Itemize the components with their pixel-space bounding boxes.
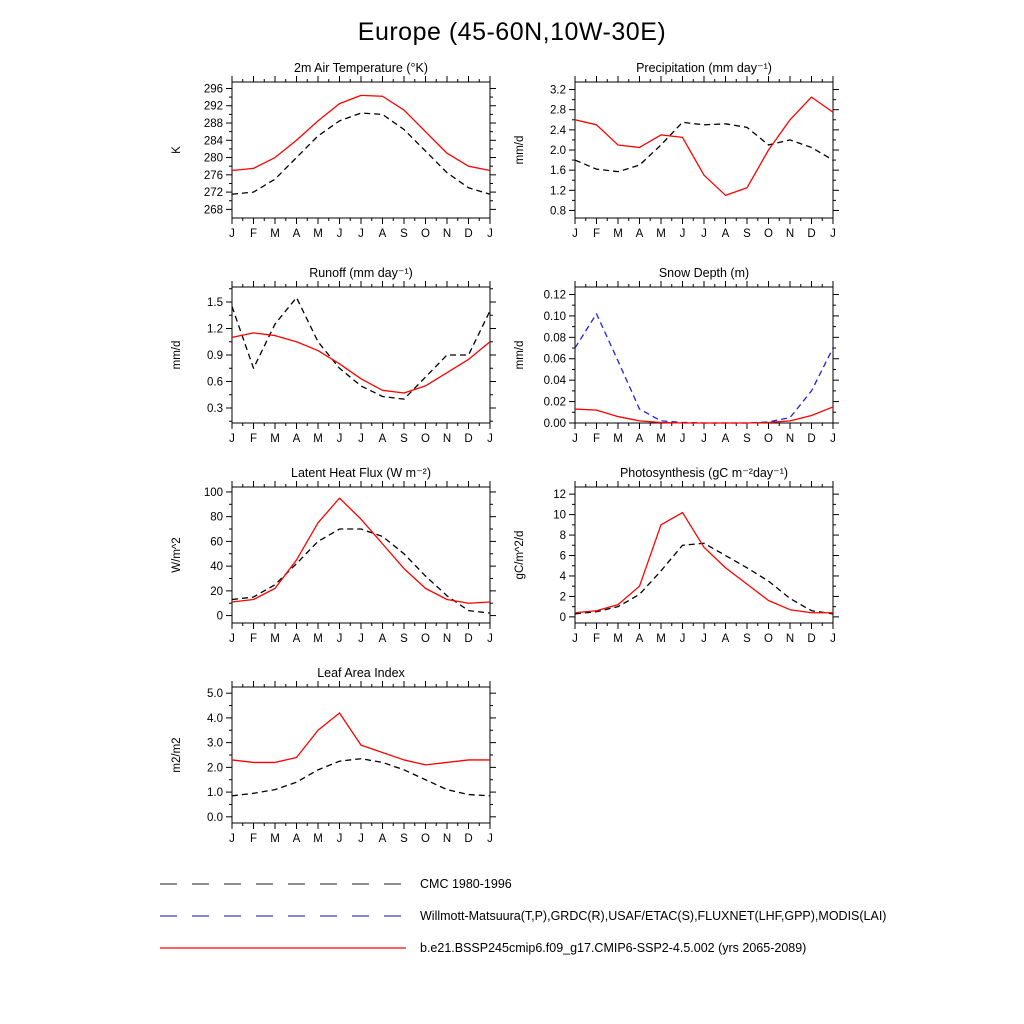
svg-text:0.00: 0.00 [543, 418, 566, 430]
svg-text:J: J [679, 228, 686, 240]
svg-text:100: 100 [203, 486, 223, 499]
series-line [232, 298, 490, 400]
svg-text:F: F [249, 433, 258, 445]
svg-text:D: D [807, 228, 816, 240]
svg-text:2.0: 2.0 [207, 762, 223, 775]
svg-text:A: A [378, 833, 387, 845]
svg-text:O: O [421, 833, 430, 845]
svg-text:A: A [292, 833, 301, 845]
svg-text:0.04: 0.04 [543, 375, 566, 388]
series-line [232, 113, 490, 194]
svg-text:284: 284 [203, 135, 223, 148]
svg-text:1.5: 1.5 [207, 297, 223, 310]
svg-text:F: F [249, 833, 258, 845]
chart-panel-6 [154, 663, 506, 861]
svg-text:A: A [292, 433, 301, 445]
svg-text:A: A [721, 633, 730, 645]
series-line [575, 543, 833, 614]
chart-panel-3 [497, 263, 849, 461]
svg-text:O: O [764, 633, 773, 645]
svg-text:J: J [830, 228, 836, 240]
svg-text:Precipitation (mm day⁻¹): Precipitation (mm day⁻¹) [636, 61, 772, 75]
svg-text:J: J [487, 833, 493, 845]
svg-text:N: N [785, 633, 795, 645]
legend-item-2 [158, 940, 886, 955]
svg-text:A: A [721, 433, 730, 445]
svg-text:0.9: 0.9 [207, 350, 223, 362]
svg-text:M: M [656, 633, 666, 645]
svg-text:296: 296 [203, 83, 223, 96]
svg-text:J: J [336, 228, 343, 240]
series-line [232, 333, 490, 393]
series-line [575, 407, 833, 423]
svg-text:0.0: 0.0 [207, 811, 223, 824]
chart-canvas [497, 263, 849, 461]
svg-text:mm/d: mm/d [514, 135, 526, 165]
svg-text:D: D [464, 833, 473, 845]
svg-text:N: N [442, 633, 452, 645]
svg-text:O: O [764, 228, 773, 240]
svg-text:J: J [572, 433, 578, 445]
svg-text:276: 276 [203, 169, 223, 182]
svg-text:Photosynthesis (gC m⁻²day⁻¹): Photosynthesis (gC m⁻²day⁻¹) [619, 466, 789, 480]
series-line [232, 759, 490, 796]
svg-text:F: F [592, 228, 601, 240]
svg-text:A: A [292, 228, 301, 240]
svg-text:268: 268 [203, 204, 223, 217]
svg-text:J: J [336, 433, 343, 445]
svg-text:20: 20 [210, 585, 223, 598]
svg-text:4: 4 [559, 570, 566, 583]
svg-text:M: M [270, 633, 280, 645]
svg-text:Runoff (mm day⁻¹): Runoff (mm day⁻¹) [309, 266, 413, 280]
legend-item-1 [158, 908, 886, 923]
svg-text:O: O [764, 433, 773, 445]
svg-text:J: J [572, 228, 578, 240]
svg-text:10: 10 [553, 509, 566, 522]
svg-text:S: S [743, 228, 751, 240]
svg-text:1.2: 1.2 [550, 185, 566, 198]
svg-text:5.0: 5.0 [207, 688, 223, 701]
chart-canvas [154, 263, 506, 461]
svg-text:D: D [807, 633, 816, 645]
svg-text:Leaf Area Index: Leaf Area Index [317, 666, 405, 680]
chart-canvas [154, 663, 506, 861]
svg-text:J: J [487, 633, 493, 645]
svg-text:J: J [358, 228, 364, 240]
svg-text:0.02: 0.02 [543, 396, 566, 409]
chart-canvas [497, 58, 849, 256]
svg-text:mm/d: mm/d [514, 340, 526, 370]
svg-text:1.2: 1.2 [207, 323, 223, 336]
legend-label: Willmott-Matsuura(T,P),GRDC(R),USAF/ETAC(S),FLUXNET(LHF,GPP),MODIS(LAI) [420, 908, 887, 923]
svg-text:S: S [400, 833, 408, 845]
svg-text:60: 60 [210, 536, 223, 549]
svg-text:J: J [358, 633, 364, 645]
svg-text:J: J [336, 833, 343, 845]
svg-text:J: J [358, 433, 364, 445]
svg-text:N: N [442, 228, 452, 240]
figure-title: Europe (45-60N,10W-30E) [357, 18, 667, 46]
svg-text:J: J [679, 433, 686, 445]
svg-text:D: D [464, 633, 473, 645]
svg-text:J: J [358, 833, 364, 845]
svg-text:A: A [721, 228, 730, 240]
legend-line-sample [158, 877, 408, 891]
svg-text:0.8: 0.8 [550, 205, 566, 218]
svg-text:M: M [313, 228, 323, 240]
chart-canvas [154, 58, 506, 256]
svg-text:272: 272 [203, 187, 223, 200]
svg-text:M: M [656, 433, 666, 445]
svg-text:J: J [336, 633, 343, 645]
svg-text:Snow Depth (m): Snow Depth (m) [658, 266, 750, 280]
svg-text:6: 6 [559, 550, 566, 563]
svg-text:0.08: 0.08 [543, 332, 566, 345]
svg-text:4.0: 4.0 [207, 712, 223, 725]
svg-text:2.0: 2.0 [550, 145, 566, 157]
svg-text:D: D [464, 228, 473, 240]
svg-text:280: 280 [203, 152, 223, 165]
legend-label: CMC 1980-1996 [420, 876, 512, 891]
svg-text:F: F [592, 433, 601, 445]
svg-text:292: 292 [203, 100, 223, 113]
chart-panel-5 [497, 463, 849, 661]
svg-text:1.6: 1.6 [550, 165, 566, 178]
svg-text:J: J [229, 228, 235, 240]
svg-text:J: J [487, 433, 493, 445]
chart-canvas [154, 463, 506, 661]
legend [158, 876, 886, 972]
svg-text:gC/m^2/d: gC/m^2/d [514, 530, 526, 580]
svg-text:A: A [292, 633, 301, 645]
svg-text:F: F [249, 228, 258, 240]
svg-text:Latent Heat Flux (W m⁻²): Latent Heat Flux (W m⁻²) [291, 466, 431, 480]
svg-text:3.2: 3.2 [550, 84, 566, 97]
svg-text:2m Air Temperature (°K): 2m Air Temperature (°K) [294, 61, 428, 75]
series-line [575, 122, 833, 171]
svg-text:S: S [400, 433, 408, 445]
svg-text:J: J [229, 633, 235, 645]
svg-text:0.10: 0.10 [543, 310, 566, 323]
legend-label: b.e21.BSSP245cmip6.f09_g17.CMIP6-SSP2-4.5.002 (yrs 2065-2089) [420, 940, 807, 955]
svg-text:D: D [464, 433, 473, 445]
svg-text:2.4: 2.4 [550, 124, 566, 137]
svg-text:K: K [171, 146, 183, 154]
svg-text:0.12: 0.12 [543, 289, 566, 302]
series-line [232, 713, 490, 765]
chart-canvas [497, 463, 849, 661]
svg-text:0.3: 0.3 [207, 402, 223, 415]
svg-text:8: 8 [559, 530, 566, 543]
svg-text:W/m^2: W/m^2 [171, 537, 183, 573]
svg-text:0: 0 [559, 611, 566, 624]
svg-text:80: 80 [210, 511, 223, 524]
svg-text:M: M [270, 833, 280, 845]
legend-line-sample [158, 909, 408, 923]
svg-text:A: A [378, 228, 387, 240]
series-line [575, 513, 833, 613]
legend-item-0 [158, 876, 886, 891]
svg-text:0.6: 0.6 [207, 376, 223, 389]
svg-text:mm/d: mm/d [171, 340, 183, 370]
svg-text:J: J [572, 633, 578, 645]
svg-text:2.8: 2.8 [550, 104, 566, 117]
svg-text:N: N [442, 833, 452, 845]
svg-text:A: A [635, 228, 644, 240]
svg-text:O: O [421, 228, 430, 240]
svg-text:M: M [313, 433, 323, 445]
svg-text:N: N [785, 228, 795, 240]
svg-text:40: 40 [210, 561, 223, 574]
svg-text:N: N [785, 433, 795, 445]
svg-text:J: J [830, 433, 836, 445]
svg-text:M: M [313, 833, 323, 845]
svg-text:M: M [613, 228, 623, 240]
svg-text:m2/m2: m2/m2 [171, 737, 183, 773]
svg-text:0: 0 [216, 610, 223, 623]
svg-text:3.0: 3.0 [207, 737, 223, 750]
svg-text:J: J [679, 633, 686, 645]
svg-text:A: A [635, 633, 644, 645]
series-line [575, 97, 833, 195]
svg-text:J: J [487, 228, 493, 240]
svg-text:D: D [807, 433, 816, 445]
svg-text:1.0: 1.0 [207, 787, 223, 800]
svg-text:288: 288 [203, 118, 223, 131]
chart-panel-0 [154, 58, 506, 256]
svg-text:O: O [421, 633, 430, 645]
series-line [232, 95, 490, 170]
chart-panel-4 [154, 463, 506, 661]
svg-text:12: 12 [553, 489, 566, 502]
svg-text:F: F [249, 633, 258, 645]
chart-panel-2 [154, 263, 506, 461]
svg-text:J: J [229, 433, 235, 445]
svg-text:J: J [701, 228, 707, 240]
svg-text:N: N [442, 433, 452, 445]
svg-text:J: J [830, 633, 836, 645]
svg-text:S: S [400, 633, 408, 645]
svg-text:F: F [592, 633, 601, 645]
svg-text:M: M [656, 228, 666, 240]
svg-text:S: S [743, 633, 751, 645]
svg-text:2: 2 [559, 591, 566, 604]
svg-text:0.06: 0.06 [543, 353, 566, 366]
svg-text:J: J [701, 433, 707, 445]
svg-text:J: J [229, 833, 235, 845]
series-line [575, 314, 833, 423]
chart-panel-1 [497, 58, 849, 256]
svg-text:O: O [421, 433, 430, 445]
svg-text:A: A [378, 633, 387, 645]
svg-text:S: S [743, 433, 751, 445]
svg-text:J: J [701, 633, 707, 645]
legend-line-sample [158, 941, 408, 955]
svg-text:A: A [635, 433, 644, 445]
svg-text:M: M [313, 633, 323, 645]
svg-text:S: S [400, 228, 408, 240]
svg-text:A: A [378, 433, 387, 445]
svg-text:M: M [613, 433, 623, 445]
svg-text:M: M [270, 433, 280, 445]
svg-text:M: M [270, 228, 280, 240]
svg-text:M: M [613, 633, 623, 645]
